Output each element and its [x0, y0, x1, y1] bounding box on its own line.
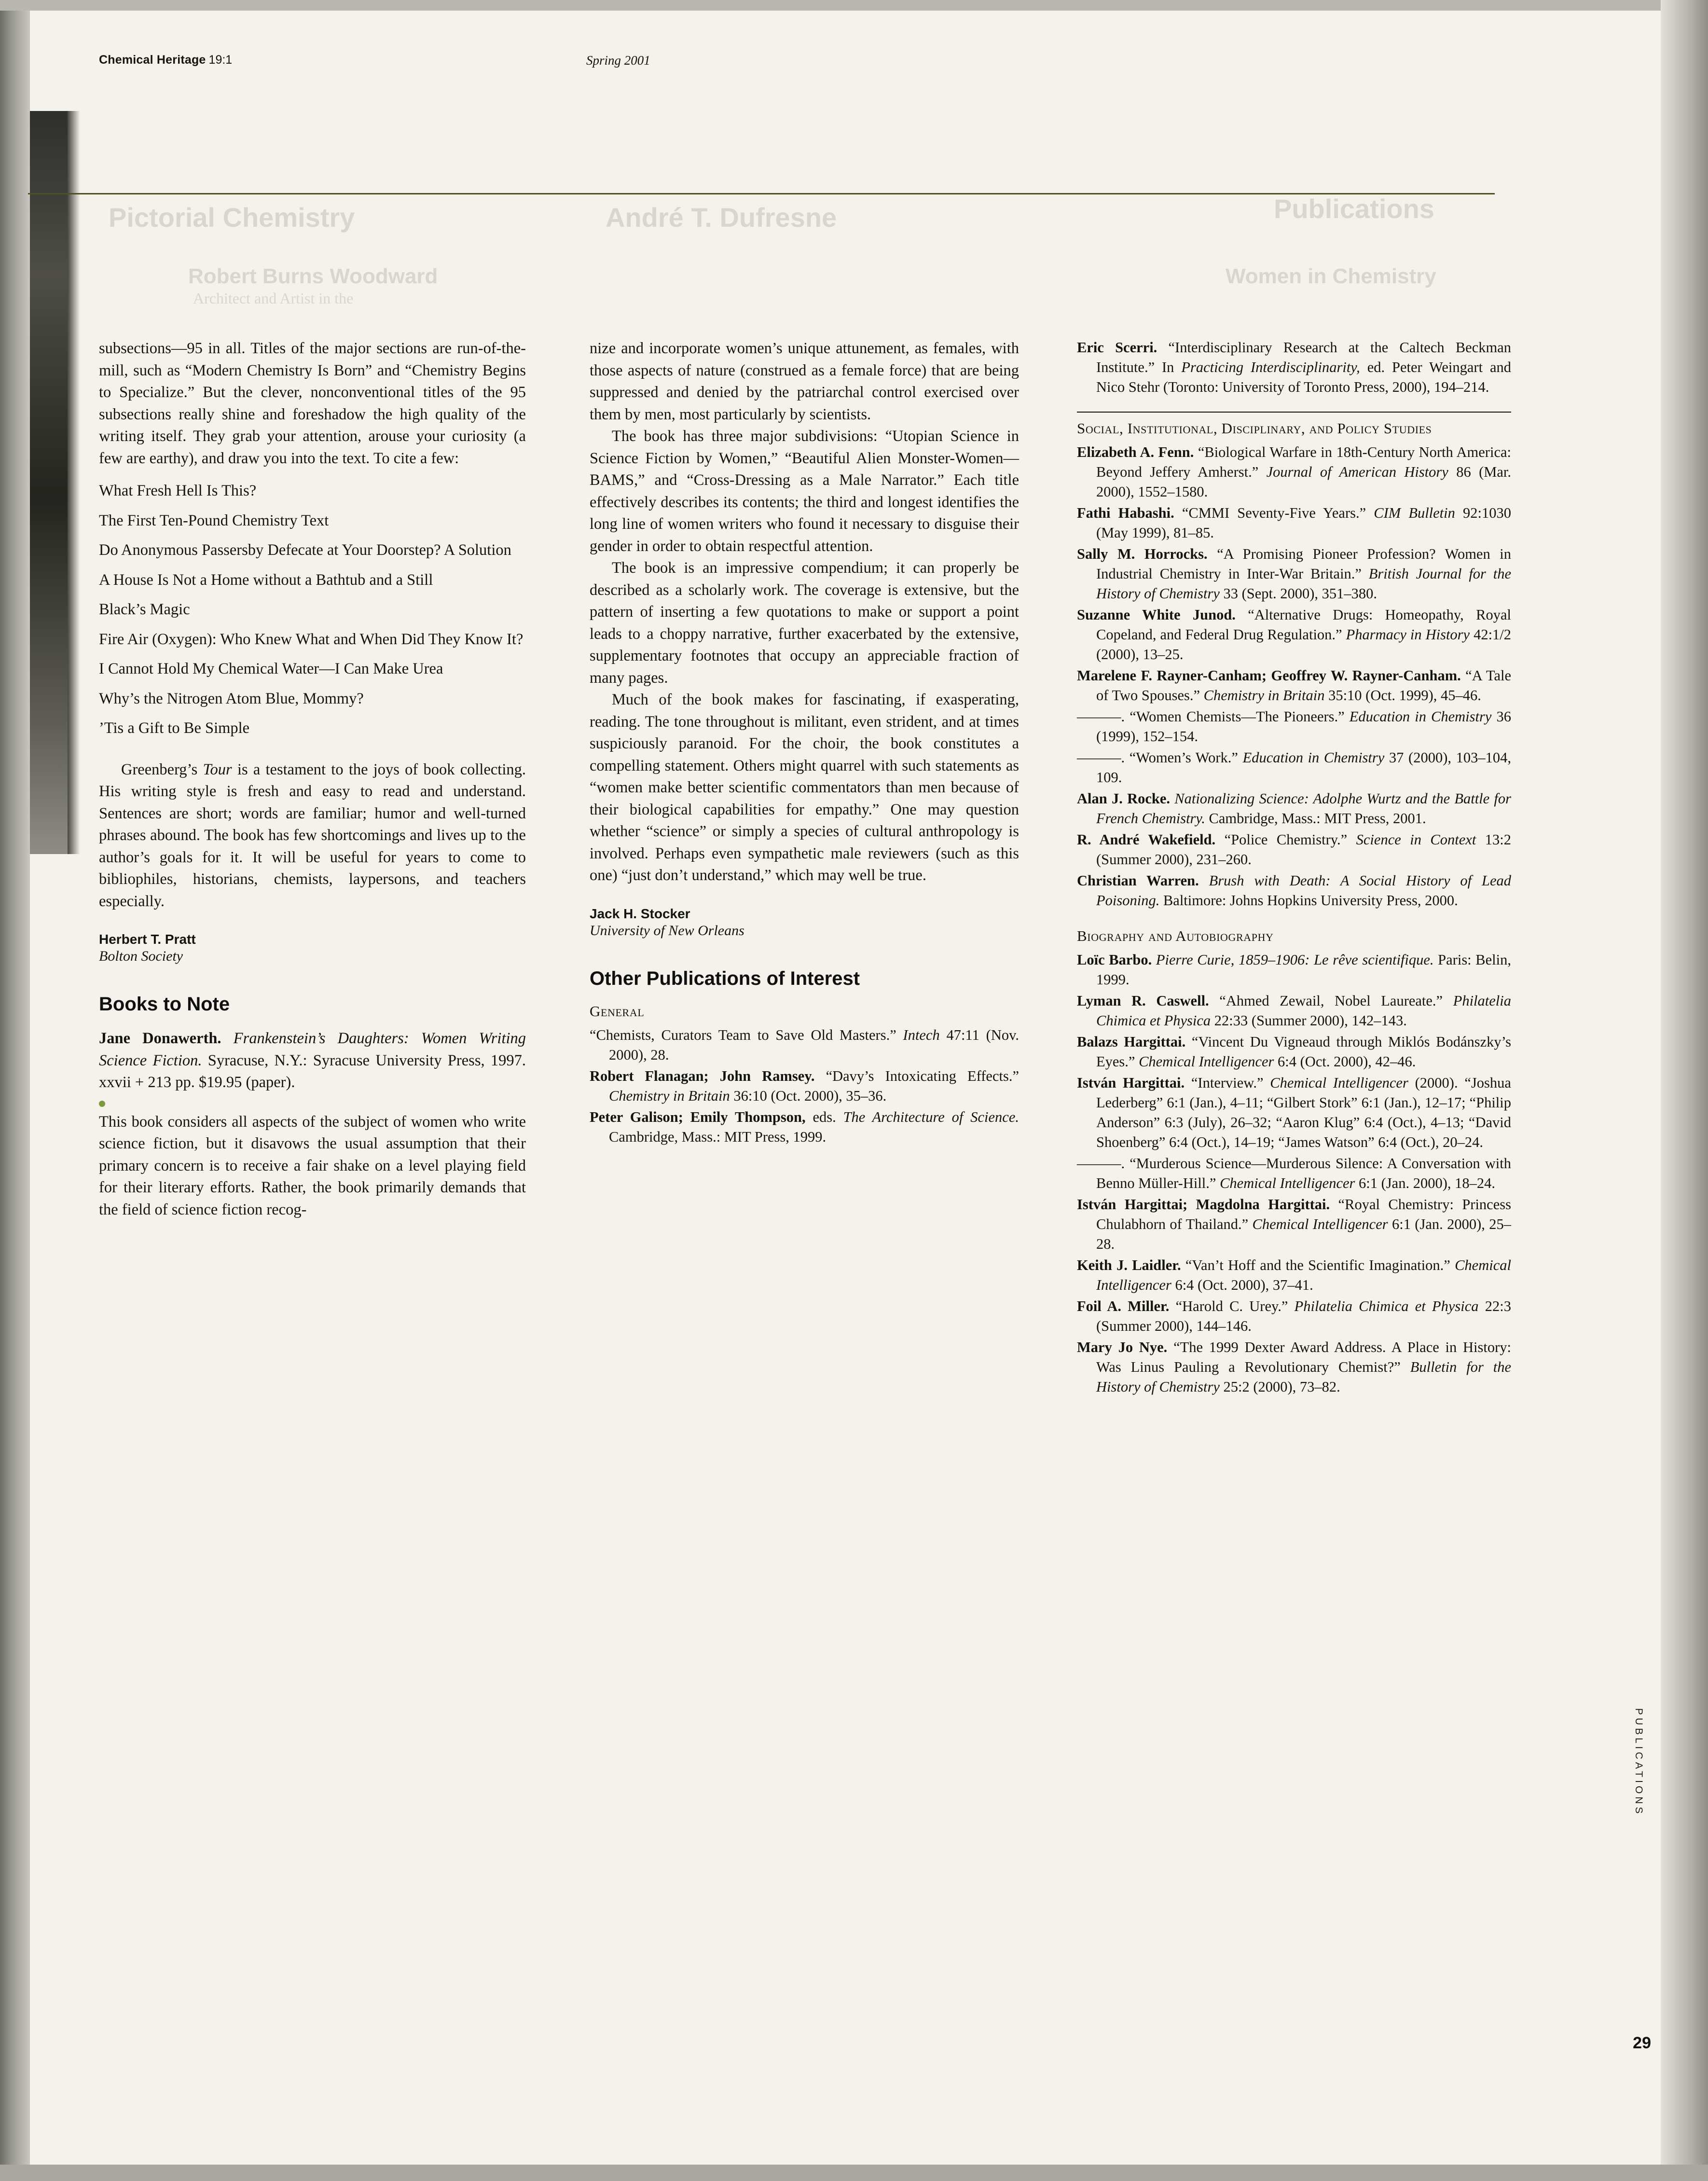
- other-publications-heading: Other Publications of Interest: [590, 967, 860, 989]
- col1-opening-paragraph: subsections—95 in all. Titles of the major sections are run-of-the-mill, such as “Modern Chemistry Is Born” and “Chemistry Begins to Specialize.” But the clever, nonconventional titles of the 95 subsections really shine and foreshadow the high quality of the writing itself. They grab your attention, arouse your curiosity (a few are earthy), and draw you into the text. To cite a few:: [99, 340, 526, 467]
- ghost-text-2: Robert Burns Woodward: [188, 264, 438, 288]
- journal-title: Chemical Heritage: [99, 53, 206, 67]
- reference-entry: R. André Wakefield. “Police Chemistry.” Science in Context 13:2 (Summer 2000), 231–260.: [1077, 831, 1511, 868]
- scan-edge-bottom: [0, 2165, 1708, 2181]
- col1-closing-paragraph: Greenberg’s Tour is a testament to the joys of book collecting. His writing style is fresh and easy to read and understand. Sentences are short; words are familiar; humor and well-turned phrases abound. The book has few shortcomings and lives up to the author’s goals for it. It will be useful for years to come to bibliophiles, historians, chemists, laypersons, and teachers especially.: [99, 760, 526, 910]
- general-subheading: General: [590, 1002, 645, 1020]
- ghost-text-1: Pictorial Chemistry: [109, 202, 355, 233]
- social-studies-subheading: Social, Institutional, Disciplinary, and Policy Studies: [1077, 412, 1511, 438]
- reference-entry: Loïc Barbo. Pierre Curie, 1859–1906: Le rêve scientifique. Paris: Belin, 1999.: [1077, 952, 1511, 988]
- reference-entry: ———. “Women’s Work.” Education in Chemistry 37 (2000), 103–104, 109.: [1077, 749, 1511, 786]
- reviewer-name: Herbert T. Pratt: [99, 932, 196, 947]
- scan-edge-left: [0, 0, 30, 2181]
- green-bullet-marker: [99, 1101, 105, 1107]
- reference-entry: Marelene F. Rayner-Canham; Geoffrey W. Rayner-Canham. “A Tale of Two Spouses.” Chemistry in Britain 35:10 (Oct. 1999), 45–46.: [1077, 667, 1511, 704]
- col2-paragraph-2: The book has three major subdivisions: “Utopian Science in Science Fiction by Women,” “Beautiful Alien Monster-Women—BAMS,” and “Cross-Dressing as a Male Narrator.” Each title effectively describes its contents; the third and longest identifies the long line of women writers who found it necessary to disguise their gender in order to obtain respectful attention.: [590, 428, 1019, 555]
- book-citation: Jane Donawerth. Frankenstein’s Daughters: Women Writing Science Fiction. Syracuse, N.Y.: Syracuse University Press, 1997. xxvii + 213 pp. $19.95 (paper).: [99, 1030, 526, 1091]
- ghost-text-6: André T. Dufresne: [606, 202, 837, 233]
- reviewer-affiliation: University of New Orleans: [590, 922, 744, 939]
- reference-entry: Elizabeth A. Fenn. “Biological Warfare in 18th-Century North America: Beyond Jeffery Amherst.” Journal of American History 86 (Mar. 2000), 1552–1580.: [1077, 444, 1511, 500]
- reference-entry: István Hargittai. “Interview.” Chemical Intelligencer (2000). “Joshua Lederberg” 6:1 (Jan.), 4–11; “Gilbert Stork” 6:1 (Jan.), 12–17; “Philip Anderson” 6:3 (July), 26–32; “Aaron Klug” 6:4 (Oct.), 4–13; “David Shoenberg” 6:4 (Oct.), 14–19; “James Watson” 6:4 (Oct.), 20–24.: [1077, 1075, 1511, 1150]
- reference-entry: Mary Jo Nye. “The 1999 Dexter Award Address. A Place in History: Was Linus Pauling a Revolutionary Chemist?” Bulletin for the History of Chemistry 25:2 (2000), 73–82.: [1077, 1339, 1511, 1395]
- reference-entry: ———. “Women Chemists—The Pioneers.” Education in Chemistry 36 (1999), 152–154.: [1077, 708, 1511, 745]
- biography-subheading: Biography and Autobiography: [1077, 927, 1274, 944]
- column-three: [1077, 338, 1511, 1398]
- scan-shadow-band: [30, 111, 68, 854]
- books-to-note-heading: Books to Note: [99, 994, 230, 1015]
- list-item: ’Tis a Gift to Be Simple: [99, 719, 250, 737]
- list-item: Do Anonymous Passersby Defecate at Your Doorstep? A Solution: [99, 541, 511, 559]
- reference-entry: Foil A. Miller. “Harold C. Urey.” Philatelia Chimica et Physica 22:3 (Summer 2000), 144–146.: [1077, 1298, 1512, 1334]
- journal-volume: 19:1: [208, 53, 233, 67]
- reference-entry: Keith J. Laidler. “Van’t Hoff and the Scientific Imagination.” Chemical Intelligencer 6:4 (Oct. 2000), 37–41.: [1077, 1257, 1511, 1293]
- reference-entry: Peter Galison; Emily Thompson, eds. The Architecture of Science. Cambridge, Mass.: MIT Press, 1999.: [590, 1108, 1019, 1145]
- ghost-text-3: Architect and Artist in the: [193, 290, 354, 307]
- reference-entry: Christian Warren. Brush with Death: A Social History of Lead Poisoning. Baltimore: Johns Hopkins University Press, 2000.: [1077, 872, 1511, 909]
- header-rule: [28, 193, 1495, 194]
- page-number: 29: [1633, 2034, 1651, 2052]
- list-item: What Fresh Hell Is This?: [99, 482, 257, 499]
- reference-entry: István Hargittai; Magdolna Hargittai. “Royal Chemistry: Princess Chulabhorn of Thailand.” Chemical Intelligencer 6:1 (Jan. 2000), 25–28.: [1077, 1196, 1511, 1252]
- column-one: [99, 338, 526, 1221]
- list-item: I Cannot Hold My Chemical Water—I Can Make Urea: [99, 660, 443, 677]
- col1-review-paragraph: This book considers all aspects of the subject of women who write science fiction, but it disavows the usual assumption that their primary concern is to receive a fair shake on a level playing field for their literary efforts. Rather, the book primarily demands that the field of science fiction recog-: [99, 1113, 526, 1218]
- reference-entry: Suzanne White Junod. “Alternative Drugs: Homeopathy, Royal Copeland, and Federal Drug Regulation.” Pharmacy in History 42:1/2 (2000), 13–25.: [1077, 607, 1512, 663]
- reviewer-name: Jack H. Stocker: [590, 906, 690, 921]
- scan-edge-right: [1661, 0, 1708, 2181]
- reference-entry: Fathi Habashi. “CMMI Seventy-Five Years.” CIM Bulletin 92:1030 (May 1999), 81–85.: [1077, 505, 1511, 541]
- reviewer-affiliation: Bolton Society: [99, 948, 183, 964]
- reference-entry: Robert Flanagan; John Ramsey. “Davy’s Intoxicating Effects.” Chemistry in Britain 36:10 (Oct. 2000), 35–36.: [590, 1067, 1019, 1104]
- list-item: Fire Air (Oxygen): Who Knew What and When Did They Know It?: [99, 630, 523, 648]
- running-head: [99, 53, 1595, 72]
- issue-season: Spring 2001: [586, 53, 650, 68]
- list-item: Black’s Magic: [99, 601, 190, 618]
- scan-edge-top: [0, 0, 1708, 11]
- reference-entry: Alan J. Rocke. Nationalizing Science: Adolphe Wurtz and the Battle for French Chemistry. Cambridge, Mass.: MIT Press, 2001.: [1077, 790, 1512, 827]
- ghost-text-5: Publications: [1274, 193, 1434, 224]
- reference-entry: Sally M. Horrocks. “A Promising Pioneer Profession? Women in Industrial Chemistry in Inter-War Britain.” British Journal for the History of Chemistry 33 (Sept. 2000), 351–380.: [1077, 546, 1511, 602]
- list-item: The First Ten-Pound Chemistry Text: [99, 511, 329, 529]
- col2-paragraph-3: The book is an impressive compendium; it can properly be described as a scholarly work. The coverage is extensive, but the pattern of inserting a few quotations to make or support a point leads to a choppy narrative, further exacerbated by the extensive, supplementary footnotes that occupy an appreciable fraction of many pages.: [590, 559, 1019, 687]
- scan-shadow-fade: [68, 111, 80, 854]
- reference-entry: Eric Scerri. “Interdisciplinary Research at the Caltech Beckman Institute.” In Practicing Interdisciplinarity, ed. Peter Weingart and Nico Stehr (Toronto: University of Toronto Press, 2000), 194–214.: [1077, 339, 1512, 395]
- chapter-title-list: [99, 480, 526, 740]
- ghost-text-4: Women in Chemistry: [1226, 264, 1436, 288]
- col2-paragraph-4: Much of the book makes for fascinating, if exasperating, reading. The tone throughout is militant, even strident, and at times suspiciously paranoid. For the choir, the book constitutes a compelling statement. Others might quarrel with such statements as “women make better scientific commentators than men because of their biological capabilities for empathy.” One may question whether “science” or simply a species of cultural anthropology is involved. Perhaps even sympathetic male reviewers (such as this one) “just don’t understand,” which may well be true.: [590, 691, 1019, 884]
- reference-entry: Lyman R. Caswell. “Ahmed Zewail, Nobel Laureate.” Philatelia Chimica et Physica 22:33 (Summer 2000), 142–143.: [1077, 993, 1511, 1029]
- reference-entry: ———. “Murderous Science—Murderous Silence: A Conversation with Benno Müller-Hill.” Chemical Intelligencer 6:1 (Jan. 2000), 18–24.: [1077, 1155, 1511, 1191]
- reference-entry: “Chemists, Curators Team to Save Old Masters.” Intech 47:11 (Nov. 2000), 28.: [590, 1026, 1019, 1063]
- list-item: Why’s the Nitrogen Atom Blue, Mommy?: [99, 690, 364, 707]
- reference-entry: Balazs Hargittai. “Vincent Du Vigneaud through Miklós Bodánszky’s Eyes.” Chemical Intelligencer 6:4 (Oct. 2000), 42–46.: [1077, 1034, 1512, 1070]
- column-two: [590, 338, 1019, 1148]
- col2-paragraph-1: nize and incorporate women’s unique attunement, as females, with those aspects of nature (construed as a female force) that are being suppressed and denied by the patriarchal control exercised over them by men, most particularly by scientists.: [590, 340, 1019, 423]
- section-tab: PUBLICATIONS: [1633, 1708, 1644, 1817]
- list-item: A House Is Not a Home without a Bathtub and a Still: [99, 571, 433, 589]
